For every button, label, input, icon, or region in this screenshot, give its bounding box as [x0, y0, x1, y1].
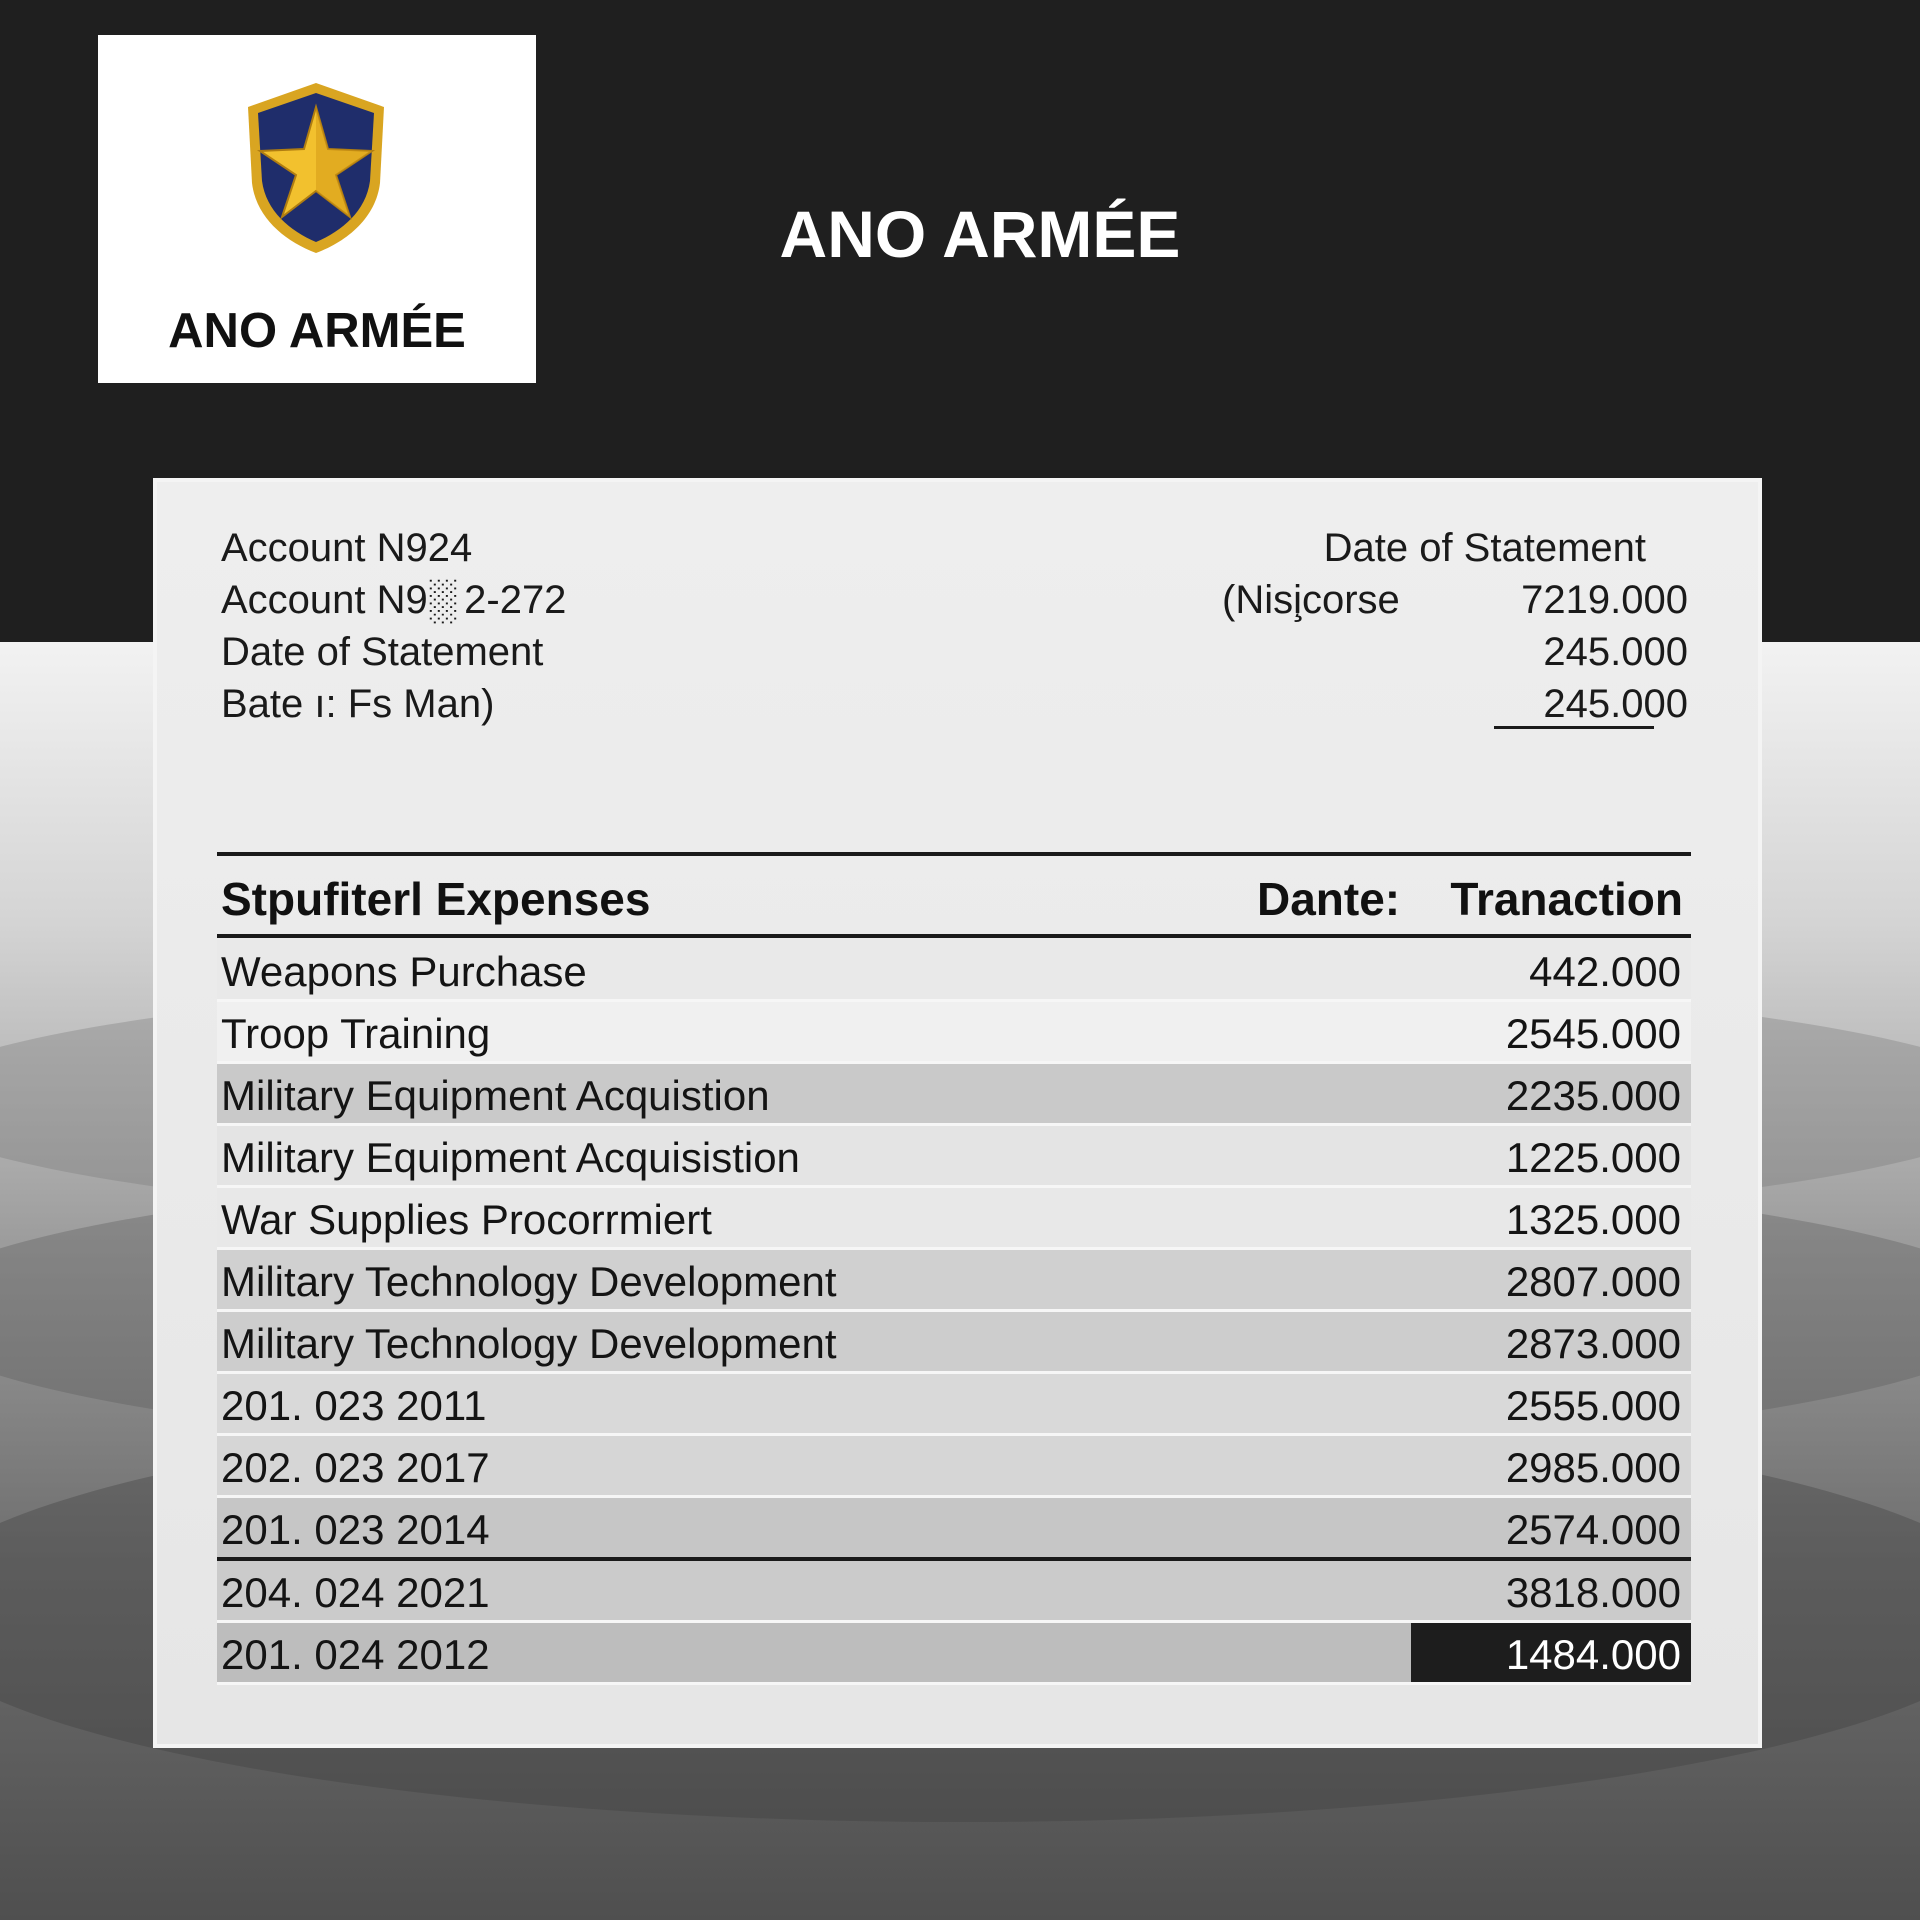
statement-summary-label: (Nisi̧corse [1222, 578, 1400, 622]
table-top-rule [217, 852, 1691, 856]
row-amount: 2985.000 [1505, 1444, 1681, 1491]
row-amount: 2555.000 [1505, 1382, 1681, 1429]
statement-summary-values [1521, 574, 1688, 730]
table-row [217, 1064, 1691, 1126]
row-amount: 3818.000 [1505, 1569, 1681, 1616]
row-amount: 1225.000 [1505, 1134, 1681, 1181]
row-amount: 2807.000 [1505, 1258, 1681, 1305]
row-description: 201. 024 2012 [221, 1631, 490, 1678]
table-header [217, 860, 1691, 938]
table-row [217, 1436, 1691, 1498]
summary-value-1: 7219.000 [1521, 578, 1688, 622]
table-row [217, 940, 1691, 1002]
account-line-4: Bate ı: Fs Man) [221, 682, 495, 726]
row-amount: 442.000 [1529, 948, 1681, 995]
table-row [217, 1250, 1691, 1312]
statement-date-title: Date of Statement [1323, 526, 1646, 570]
row-amount: 2545.000 [1505, 1010, 1681, 1057]
logo-card [98, 35, 536, 383]
shield-star-icon [244, 79, 388, 257]
table-row [217, 1561, 1691, 1623]
row-description: Military Equipment Acquisistion [221, 1134, 800, 1181]
row-amount: 1484.000 [1505, 1631, 1681, 1678]
column-header-transaction: Tranaction [1450, 873, 1683, 925]
row-description: 201. 023 2014 [221, 1506, 490, 1553]
table-row [217, 1126, 1691, 1188]
table-row [217, 1498, 1691, 1561]
table-row [217, 1623, 1691, 1685]
page-title: ANO ARMÉE [779, 197, 1181, 271]
row-description: 202. 023 2017 [221, 1444, 490, 1491]
account-line-3: Date of Statement [221, 630, 544, 674]
table-row [217, 1374, 1691, 1436]
table-header-rule [217, 934, 1691, 938]
row-amount: 1325.000 [1505, 1196, 1681, 1243]
row-amount: 2873.000 [1505, 1320, 1681, 1367]
account-info [221, 522, 566, 730]
statement-document [157, 482, 1758, 1744]
table-row [217, 1312, 1691, 1374]
table-row [217, 1002, 1691, 1064]
row-description: Military Equipment Acquistion [221, 1072, 770, 1119]
logo-text: ANO ARMÉE [168, 304, 466, 358]
summary-value-2: 245.000 [1543, 630, 1688, 674]
row-description: 201. 023 2011 [221, 1382, 487, 1429]
row-description: Weapons Purchase [221, 948, 587, 995]
summary-underline [1494, 726, 1654, 729]
row-description: 204. 024 2021 [221, 1569, 490, 1616]
column-header-description: Stpufiterl Expenses [221, 873, 651, 925]
table-row [217, 1188, 1691, 1250]
row-amount: 2574.000 [1505, 1506, 1681, 1553]
summary-value-3: 245.000 [1543, 682, 1688, 726]
row-amount: 2235.000 [1505, 1072, 1681, 1119]
row-description: Troop Training [221, 1010, 491, 1057]
account-line-2: Account N9░ 2-272 [221, 578, 567, 622]
account-line-1: Account N924 [221, 526, 473, 570]
row-description: Military Technology Development [221, 1320, 837, 1367]
expense-rows [217, 940, 1691, 1685]
row-description: Military Technology Development [221, 1258, 837, 1305]
row-description: War Supplies Procorrmiert [221, 1196, 712, 1243]
column-header-date: Dante: [1257, 873, 1401, 925]
